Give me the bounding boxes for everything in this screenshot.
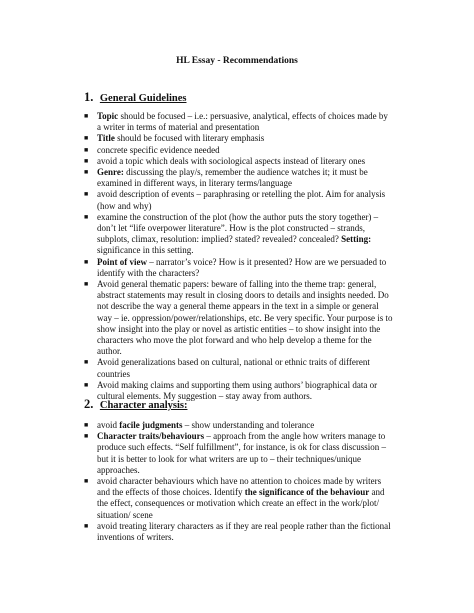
item-text: Avoid general thematic papers: beware of falling into the theme trap: general, abstract statements may result in closing doors to details and insights needed. Do not describe the way a general theme appears in the text in a simple or general way – ie. oppression/power/relationships, etc. Be very specific. Your purpose is to show insight into the play or novel as artistic entities – to show insight into the characters who move the plot forward and who help develop a theme for the author. [97,279,393,357]
list-item [84,431,394,476]
bullet-icon: ■ [84,112,89,120]
item-text: should be focused – i.e.: persuasive, analytical, effects of choices made by a writer in terms of material and presentation [97,111,388,133]
section-number: 1. [84,90,94,104]
bold-text: Setting: [341,234,372,245]
list-item [84,133,394,144]
general-guidelines-list [84,111,394,402]
list-item [84,111,394,133]
section-heading-general-guidelines [84,90,187,106]
bullet-icon: ■ [84,380,89,389]
list-item [84,167,394,189]
list-item [84,420,394,431]
item-text: should be focused with literary emphasis [114,133,265,144]
bold-text: Genre: [97,167,124,178]
bullet-icon: ■ [84,432,89,441]
item-text: avoid character behaviours which have no attention to choices made by writers and the effects of those choices. Identify [97,476,382,498]
bullet-icon: ■ [84,156,89,165]
section-number: 2. [84,397,94,411]
bullet-icon: ■ [84,421,89,429]
item-text: and the effect, consequences or motivation which create an effect in the work/plot/ situation/ scene [97,487,385,520]
bold-text: Character traits/behaviours [97,431,205,442]
bullet-icon: ■ [84,477,89,486]
section-heading-text: General Guidelines [99,93,187,104]
bullet-icon: ■ [84,358,89,367]
bold-text: Point of view [97,256,147,267]
list-item [84,257,394,279]
item-text: avoid a topic which deals with sociological aspects instead of literary ones [97,155,366,166]
section-heading-character-analysis [84,397,187,413]
list-item [84,521,394,543]
item-text: avoid description of events – paraphrasing or retelling the plot. Aim for analysis (how and why) [97,189,386,211]
list-item [84,156,394,167]
bold-text: Topic [97,111,119,121]
item-text: Avoid generalizations based on cultural, national or ethnic traits of different countries [97,357,370,379]
list-item [84,145,394,156]
item-text: discussing the play/s, remember the audience watches it; it must be examined in different ways, in literary terms/language [97,167,368,189]
character-analysis-list [84,420,394,543]
list-item [84,476,394,521]
list-item [84,357,394,379]
section-heading-text: Character analysis: [99,400,188,411]
item-text: – show understanding and tolerance [182,420,315,430]
list-item [84,279,394,357]
item-text: Avoid making claims and supporting them using authors’ biographical data or cultural elements. My suggestion – stay away from authors. [97,379,378,402]
list-item [84,212,394,257]
item-text: concrete specific evidence needed [97,144,220,155]
bullet-icon: ■ [84,145,89,154]
item-text: significance in this setting. [97,245,194,256]
bullet-icon: ■ [84,521,89,530]
item-text: examine the construction of the plot (how the author puts the story together) – don’t let “life overpower literature”. How is the plot constructed – strands, subplots, climax, resolution: implied? stated? revealed? concealed? [97,211,379,245]
item-text: avoid [97,420,120,430]
list-item [84,189,394,211]
page-title: HL Essay - Recommendations [176,56,298,66]
bold-text: facile judgments [119,420,183,430]
bold-text: the significance of the behaviour [244,487,370,498]
bullet-icon: ■ [84,168,89,177]
bullet-icon: ■ [84,280,89,289]
bold-text: Title [97,133,115,144]
item-text: – narrator’s voice? How is it presented? How are we persuaded to identify with the characters? [97,256,387,278]
bullet-icon: ■ [84,212,89,221]
item-text: – approach from the angle how writers manage to produce such effects. “Self fulfillment”, for instance, is ok for class discussion – but it is better to look for what writers are up to – their techniques/unique approaches. [97,431,387,475]
bullet-icon: ■ [84,257,89,266]
item-text: avoid treating literary characters as if they are real people rather than the fictional inventions of writers. [97,520,391,543]
bullet-icon: ■ [84,134,89,143]
bullet-icon: ■ [84,190,89,199]
